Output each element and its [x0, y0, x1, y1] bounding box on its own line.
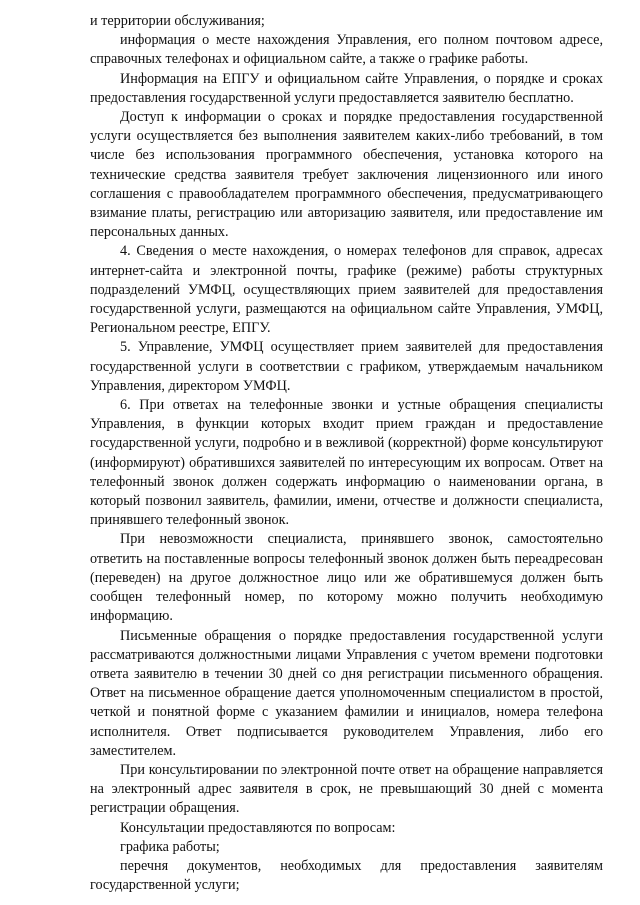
paragraph-territory: и территории обслуживания; [90, 13, 265, 29]
paragraph-written-requests: Письменные обращения о порядке предоставления государственной услуги рассматриваются должностными лицами Управления с учетом времени подготовки ответа заявителю в течении 30 дней со дня регистрации письменного обращения. Ответ на письменное обращение дается уполномоченным специалистом в простой, четкой и понятной форме с указанием фамилии и инициалов, номера телефона исполнителя. Ответ подписывается руководителем Управления, либо его заместителем. [90, 627, 603, 759]
paragraph-access: Доступ к информации о сроках и порядке предоставления государственной услуги осуществляется без выполнения заявителем каких-либо требований, в том числе без использования программного обеспечения, установка которого на технические средства заявителя требует заключения лицензионного или иного соглашения с правообладателем программного обеспечения, предусматривающего взимание платы, регистрацию или авторизацию заявителя, или предоставление им персональных данных. [90, 109, 603, 241]
paragraph-email-consult: При консультировании по электронной почте ответ на обращение направляется на электронный адрес заявителя в срок, не превышающий 30 дней с момента регистрации обращения. [90, 761, 603, 817]
paragraph-redirect: При невозможности специалиста, принявшего звонок, самостоятельно ответить на поставленные вопросы телефонный звонок должен быть переадресован (переведен) на другое должностное лицо или же обратившемуся должен быть сообщен телефонный номер, по которому можно получить необходимую информацию. [90, 531, 603, 625]
paragraph-item-4: 4. Сведения о месте нахождения, о номерах телефонов для справок, адресах интернет-сайта и электронной почты, графике (режиме) работы структурных подразделений УМФЦ, осуществляющих прием заявителей для предоставления государственной услуги, размещаются на официальном сайте Управления, УМФЦ, Региональном реестре, ЕПГУ. [90, 243, 603, 337]
paragraph-documents-list: перечня документов, необходимых для предоставления заявителям государственной услуги; [90, 857, 603, 894]
document-page [90, 12, 603, 895]
paragraph-location-info: информация о месте нахождения Управления, его полном почтовом адресе, справочных телефонах и официальном сайте, а также о графике работы. [90, 32, 603, 68]
paragraph-item-5: 5. Управление, УМФЦ осуществляет прием заявителей для предоставления государственной услуги в соответствии с графиком, утверждаемым начальником Управления, директором УМФЦ. [90, 339, 603, 394]
paragraph-schedule: графика работы; [120, 838, 220, 855]
paragraph-free-info: Информация на ЕПГУ и официальном сайте Управления, о порядке и сроках предоставления государственной услуги предоставляется заявителю бесплатно. [90, 70, 603, 106]
paragraph-item-6: 6. При ответах на телефонные звонки и устные обращения специалисты Управления, в функции которых входит прием граждан и предоставление государственной услуги, подробно и в вежливой (корректной) форме консультируют (информируют) обратившихся заявителей по интересующим их вопросам. Ответ на телефонный звонок должен содержать информацию о наименовании органа, в который позвонил заявитель, фамилии, имени, отчестве и должности специалиста, принявшего телефонный звонок. [90, 397, 603, 529]
paragraph-consult-topics: Консультации предоставляются по вопросам: [120, 819, 396, 836]
